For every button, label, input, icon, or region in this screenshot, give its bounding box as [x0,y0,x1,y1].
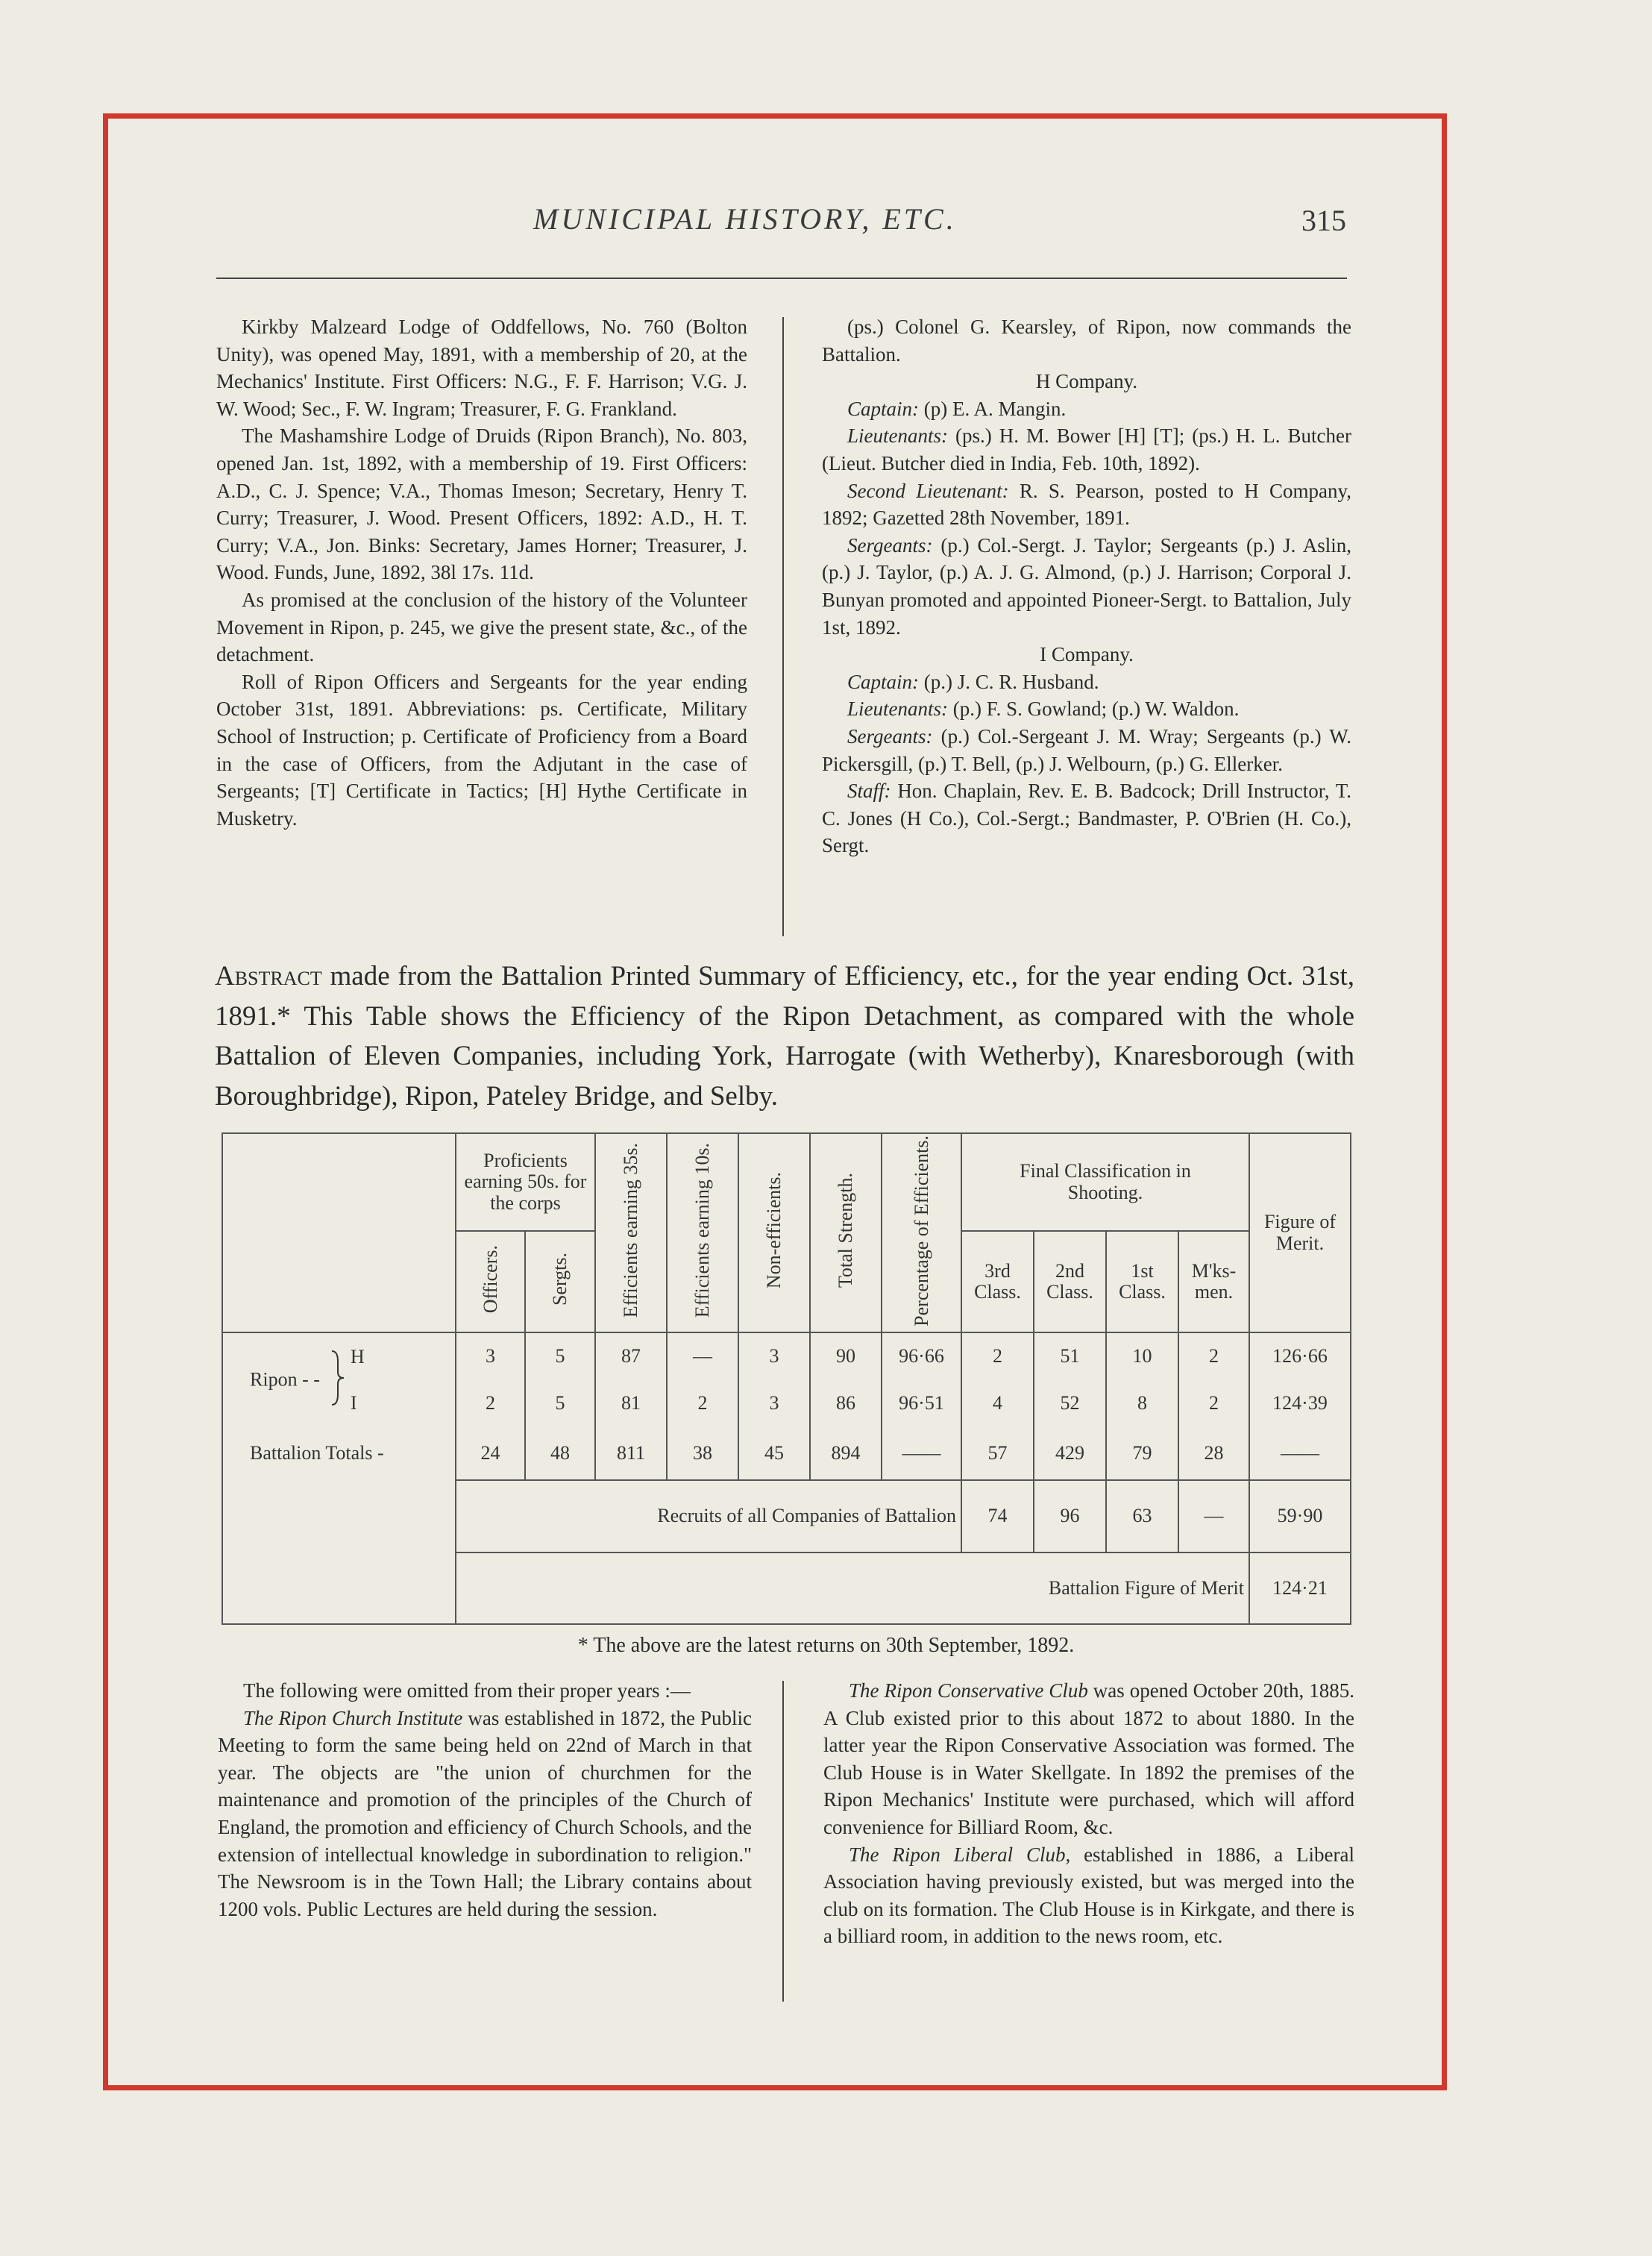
column-divider [782,317,784,936]
paragraph-colonel: (ps.) Colonel G. Kearsley, of Ripon, now commands the Battalion. [822,316,1351,366]
cell-h-percentage: 96·66 [882,1332,961,1379]
cell-b-percentage: —— [882,1427,961,1480]
cell-h-eff35: 87 [595,1332,667,1379]
cell-h-eff10: — [667,1332,738,1379]
cell-i-merit: 124·39 [1249,1380,1351,1427]
cell-recruits-merit: 59·90 [1249,1480,1351,1552]
battalion-merit-label: Battalion Figure of Merit [456,1552,1249,1624]
cell-recruits-class2: 96 [1034,1480,1106,1552]
h-company-heading: H Company. [1035,370,1138,393]
cell-b-total: 894 [810,1427,882,1480]
header-class-3: 3rd Class. [961,1231,1034,1332]
cell-b-marksmen: 28 [1178,1427,1249,1480]
recruits-label: Recruits of all Companies of Battalion [456,1480,961,1552]
paragraph-druids: The Mashamshire Lodge of Druids (Ripon Branch), No. 803, opened Jan. 1st, 1892, with a membership of 19. First Officers: A.D., C. J. Spence; V.A., Thomas Imeson; Secretary, Henry T. Curry; Treasurer, J. Wood. Present Officers, 1892: A.D., H. T. Curry; V.A., Jon. Binks: Secretary, James Horner; Treasurer, J. Wood. Funds, June, 1892, 38l 17s. 11d. [216,424,747,584]
table-row [222,1427,1351,1480]
cell-h-sergts: 5 [525,1332,595,1379]
table-row [222,1480,1351,1552]
cell-b-eff35: 811 [595,1427,667,1480]
paragraph-conservative-club: The Ripon Conservative Club was opened October 20th, 1885. A Club existed prior to this about 1872 to about 1880. In the latter year the Ripon Conservative Association was formed. The Club House is in Water Skellgate. In 1892 the premises of the Ripon Mechanics' Institute were purchased, which will afford convenience for Billiard Room, &c. [823,1679,1355,1838]
header-efficients-35: Efficients earning 35s. [620,1143,642,1318]
paragraph-oddfellows: Kirkby Malzeard Lodge of Oddfellows, No. 760 (Bolton Unity), was opened May, 1891, with a membership of 20, at the Mechanics' Institute. First Officers: N.G., F. F. Harrison; V.G. J. W. Wood; Sec., F. W. Ingram; Treasurer, F. G. Frankland. [216,316,747,420]
header-figure-of-merit: Figure of Merit. [1249,1133,1351,1332]
company-brace [329,1348,345,1413]
paragraph-roll: Roll of Ripon Officers and Sergeants for the year ending October 31st, 1891. Abbreviations: ps. Certificate, Military School of Instruction; p. Certificate of Proficiency from a Board in the case of Officers, from the Adjutant in the case of Sergeants; [T] Certificate in Tactics; [H] Hythe Certificate in Musketry. [216,670,747,830]
bottom-right-column [823,1677,1354,1950]
header-rule [216,278,1347,279]
cell-i-sergts: 5 [525,1380,595,1427]
cell-b-officers: 24 [456,1427,525,1480]
header-proficients: Proficients earning 50s. for the corps [456,1133,595,1231]
cell-b-eff10: 38 [667,1427,738,1480]
abstract-paragraph: Abstract made from the Battalion Printed Summary of Efficiency, etc., for the year ending Oct. 31st, 1891.* This Table shows the Efficiency of the Ripon Detachment, as compared with the whole Battalion of Eleven Companies, including York, Harrogate (with Wetherby), Knaresborough (with Boroughbridge), Ripon, Pateley Bridge, and Selby. [215,961,1354,1112]
cell-i-class1: 8 [1106,1380,1178,1427]
i-captain: Captain: (p.) J. C. R. Husband. [847,670,1099,693]
h-lieutenants: Lieutenants: (ps.) H. M. Bower [H] [T]; (ps.) H. L. Butcher (Lieut. Butcher died in India, Feb. 10th, 1892). [822,424,1351,474]
cell-i-noneff: 3 [738,1380,810,1427]
table-row [222,1332,1351,1379]
cell-recruits-class1: 63 [1106,1480,1178,1552]
header-sergts: Sergts. [549,1253,571,1306]
cell-h-class3: 2 [961,1332,1034,1379]
header-class-1: 1st Class. [1106,1231,1178,1332]
header-final-classification: Final Classification in Shooting. [961,1133,1249,1231]
cell-b-sergts: 48 [525,1427,595,1480]
table-footnote: * The above are the latest returns on 30th September, 1892. [577,1634,1075,1657]
bottom-left-column [218,1677,752,1923]
company-i-label: I [350,1392,357,1414]
h-sergeants: Sergeants: (p.) Col.-Sergt. J. Taylor; Sergeants (p.) J. Aslin, (p.) J. Taylor, (p.) A. J. G. Almond, (p.) J. Harrison; Corporal J. Bunyan promoted and appointed Pioneer-Sergt. to Battalion, July 1st, 1892. [822,533,1351,639]
h-second-lieutenant: Second Lieutenant: R. S. Pearson, posted to H Company, 1892; Gazetted 28th November, 1891. [822,479,1351,530]
cell-i-class3: 4 [961,1380,1034,1427]
cell-recruits-class3: 74 [961,1480,1034,1552]
paragraph-volunteer: As promised at the conclusion of the history of the Volunteer Movement in Ripon, p. 245, we give the present state, &c., of the detachment. [216,588,747,666]
i-lieutenants: Lieutenants: (p.) F. S. Gowland; (p.) W. Waldon. [847,698,1240,721]
label-column-blank [222,1480,456,1624]
bottom-column-divider [782,1681,784,2002]
efficiency-table [222,1132,1351,1625]
cell-h-merit: 126·66 [1249,1332,1351,1379]
cell-i-marksmen: 2 [1178,1380,1249,1427]
cell-h-officers: 3 [456,1332,525,1379]
cell-i-percentage: 96·51 [882,1380,961,1427]
i-sergeants: Sergeants: (p.) Col.-Sergeant J. M. Wray; Sergeants (p.) W. Pickersgill, (p.) T. Bell, (p.) J. Welbourn, (p.) G. Ellerker. [822,724,1352,775]
cell-i-total: 86 [810,1380,882,1427]
running-title: MUNICIPAL HISTORY, ETC. [533,202,957,236]
ripon-label: Ripon - - [250,1368,320,1391]
header-marksmen: M'ks-men. [1178,1231,1249,1332]
cell-b-class1: 79 [1106,1427,1178,1480]
company-h-label: H [350,1346,365,1368]
h-captain: Captain: (p) E. A. Mangin. [847,397,1067,420]
cell-i-eff35: 81 [595,1380,667,1427]
cell-i-officers: 2 [456,1380,525,1427]
left-column [216,313,747,832]
company-letters [351,1334,365,1426]
cell-b-noneff: 45 [738,1427,810,1480]
header-non-efficients: Non-efficients. [763,1172,785,1289]
cell-h-total: 90 [810,1332,882,1379]
ripon-label-cell [222,1332,456,1426]
cell-h-class1: 10 [1106,1332,1178,1379]
paragraph-liberal-club: The Ripon Liberal Club, established in 1886, a Liberal Association having previously existed, but was merged into the club on its formation. The Club House is in Kirkgate, and there is a billiard room, in addition to the news room, etc. [823,1843,1355,1948]
paragraph-omitted: The following were omitted from their proper years :— [243,1679,691,1702]
header-officers: Officers. [479,1245,501,1314]
battalion-totals-label: Battalion Totals - [222,1427,456,1480]
cell-b-class2: 429 [1034,1427,1106,1480]
i-company-heading: I Company. [1040,643,1134,666]
header-efficients-10: Efficients earning 10s. [691,1143,714,1318]
cell-b-merit: —— [1249,1427,1351,1480]
page-number: 315 [1301,204,1346,237]
header-total-strength: Total Strength. [835,1173,857,1288]
cell-h-class2: 51 [1034,1332,1106,1379]
cell-h-noneff: 3 [738,1332,810,1379]
cell-i-eff10: 2 [667,1380,738,1427]
paragraph-church-institute: The Ripon Church Institute was established in 1872, the Public Meeting to form the same being held on 22nd of March in that year. The objects are "the union of churchmen for the maintenance and promotion of the principles of the Church of England, the promotion and efficiency of Church Schools, and the extension of intellectual knowledge in subordination to religion." The Newsroom is in the Town Hall; the Library contains about 1200 vols. Public Lectures are held during the session. [218,1706,753,1920]
header-class-2: 2nd Class. [1034,1231,1106,1332]
cell-recruits-marksmen: — [1178,1480,1249,1552]
header-percentage: Percentage of Efficients. [910,1135,932,1326]
cell-b-class3: 57 [961,1427,1034,1480]
cell-h-marksmen: 2 [1178,1332,1249,1379]
staff: Staff: Hon. Chaplain, Rev. E. B. Badcock; Drill Instructor, T. C. Jones (H Co.), Col.-Sergt.; Bandmaster, P. O'Brien (H. Co.), Sergt. [822,780,1352,857]
table-corner [222,1133,456,1332]
battalion-merit-value: 124·21 [1249,1552,1351,1624]
cell-i-class2: 52 [1034,1380,1106,1427]
right-column [822,313,1351,859]
